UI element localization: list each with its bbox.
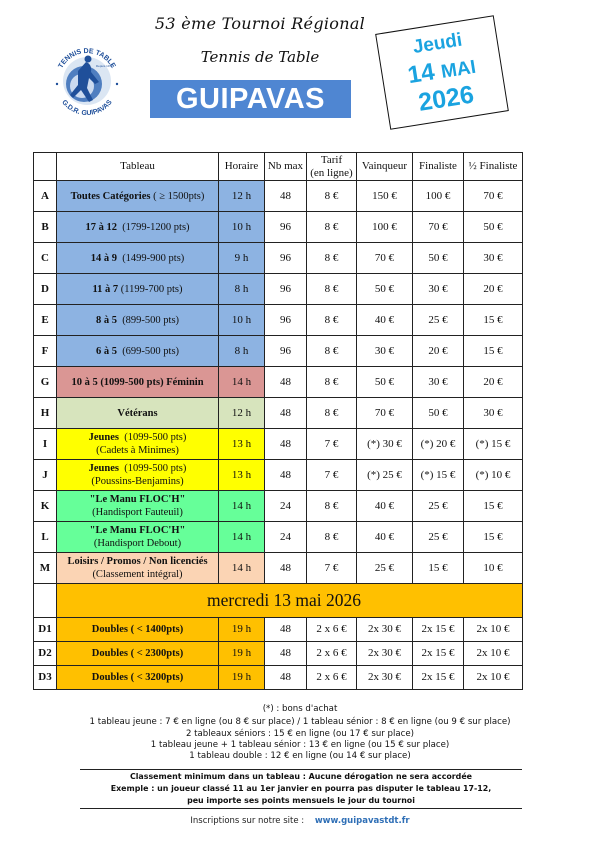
row-tarif: 8 € bbox=[307, 367, 357, 398]
row-tarif: 2 x 6 € bbox=[307, 666, 357, 690]
row-finaliste: 25 € bbox=[413, 305, 464, 336]
row-nbmax: 96 bbox=[265, 336, 307, 367]
row-demi-finaliste: 2x 10 € bbox=[464, 618, 523, 642]
tableau-name: "Le Manu FLOC'H" bbox=[89, 525, 186, 536]
row-nbmax: 24 bbox=[265, 491, 307, 522]
tableau-points: (1099-500 pts) bbox=[118, 432, 187, 443]
row-finaliste: 25 € bbox=[413, 522, 464, 553]
row-horaire: 14 h bbox=[219, 491, 265, 522]
price-note-2: 2 tableaux séniors : 15 € en ligne (ou 17 € sur place) bbox=[185, 728, 415, 739]
row-letter: B bbox=[34, 212, 57, 243]
row-letter: C bbox=[34, 243, 57, 274]
row-finaliste: 2x 15 € bbox=[413, 642, 464, 666]
row-tableau: Doubles ( < 3200pts) bbox=[57, 666, 219, 690]
tableau-subtitle: (Poussins-Benjamins) bbox=[91, 476, 184, 487]
row-demi-finaliste: (*) 15 € bbox=[464, 429, 523, 460]
date-month: MAI bbox=[439, 56, 478, 83]
row-finaliste: 2x 15 € bbox=[413, 666, 464, 690]
row-tableau bbox=[57, 336, 219, 367]
price-note-1: 1 tableau jeune : 7 € en ligne (ou 8 € sur place) / 1 tableau sénior : 8 € en ligne (ou 9 € sur place) bbox=[89, 717, 511, 728]
row-horaire: 13 h bbox=[219, 429, 265, 460]
row-letter: F bbox=[34, 336, 57, 367]
row-tableau bbox=[57, 181, 219, 212]
logo-text-small: Depuis 1971 bbox=[96, 64, 113, 68]
row-horaire: 8 h bbox=[219, 274, 265, 305]
row-horaire: 10 h bbox=[219, 212, 265, 243]
logo-text-top: TENNIS DE TABLE bbox=[57, 47, 117, 70]
table-row bbox=[34, 460, 523, 491]
row-letter: J bbox=[34, 460, 57, 491]
row-finaliste: 20 € bbox=[413, 336, 464, 367]
row-tarif: 8 € bbox=[307, 305, 357, 336]
tableau-name: 6 à 5 bbox=[95, 345, 117, 357]
row-nbmax: 48 bbox=[265, 429, 307, 460]
table-row bbox=[34, 398, 523, 429]
row-tarif: 8 € bbox=[307, 181, 357, 212]
row-letter: E bbox=[34, 305, 57, 336]
row-demi-finaliste: 30 € bbox=[464, 243, 523, 274]
row-nbmax: 48 bbox=[265, 642, 307, 666]
tableau-points: (1799-1200 pts) bbox=[116, 221, 190, 233]
row-tableau bbox=[57, 553, 219, 584]
row-vainqueur: 2x 30 € bbox=[357, 618, 413, 642]
row-letter: D3 bbox=[34, 666, 57, 690]
row-horaire: 13 h bbox=[219, 460, 265, 491]
doubles-row bbox=[34, 618, 523, 642]
rule-line-2: Exemple : un joueur classé 11 au 1er janvier en pourra pas disputer le tableau 17-12, bbox=[110, 784, 492, 793]
row-demi-finaliste: 2x 10 € bbox=[464, 642, 523, 666]
tableau-name: "Le Manu FLOC'H" bbox=[89, 494, 186, 505]
row-tableau bbox=[57, 429, 219, 460]
row-tableau: Doubles ( < 2300pts) bbox=[57, 642, 219, 666]
price-note-3: 1 tableau jeune + 1 tableau sénior : 13 € en ligne (ou 15 € sur place) bbox=[150, 739, 450, 750]
row-demi-finaliste: (*) 10 € bbox=[464, 460, 523, 491]
row-vainqueur: 25 € bbox=[357, 553, 413, 584]
row-finaliste: 50 € bbox=[413, 243, 464, 274]
row-tarif: 8 € bbox=[307, 243, 357, 274]
tableau-name: 14 à 9 bbox=[90, 252, 117, 264]
tableau-subtitle: (Handisport Fauteuil) bbox=[92, 507, 183, 518]
date-num: 14 bbox=[405, 58, 437, 90]
tableau-points: (1199-700 pts) bbox=[118, 283, 183, 295]
tableau-name: 8 à 5 bbox=[95, 314, 117, 326]
row-nbmax: 96 bbox=[265, 243, 307, 274]
row-nbmax: 96 bbox=[265, 274, 307, 305]
header-demi-finaliste: ½ Finaliste bbox=[464, 153, 523, 181]
tableau-points: (699-500 pts) bbox=[116, 345, 180, 357]
row-nbmax: 24 bbox=[265, 522, 307, 553]
row-nbmax: 48 bbox=[265, 553, 307, 584]
row-demi-finaliste: 10 € bbox=[464, 553, 523, 584]
row-vainqueur: 100 € bbox=[357, 212, 413, 243]
row-finaliste: 50 € bbox=[413, 398, 464, 429]
header-finaliste: Finaliste bbox=[413, 153, 464, 181]
tableau-name: Jeunes bbox=[88, 432, 119, 443]
row-tableau bbox=[57, 398, 219, 429]
row-tarif: 8 € bbox=[307, 212, 357, 243]
row-tarif: 7 € bbox=[307, 429, 357, 460]
row-vainqueur: (*) 30 € bbox=[357, 429, 413, 460]
row-tableau bbox=[57, 243, 219, 274]
tableau-name: Toutes Catégories bbox=[70, 190, 151, 202]
row-tableau bbox=[57, 491, 219, 522]
row-tarif: 7 € bbox=[307, 460, 357, 491]
row-nbmax: 48 bbox=[265, 666, 307, 690]
tableau-name: 17 à 12 bbox=[85, 221, 117, 233]
footer bbox=[0, 816, 600, 826]
table-row bbox=[34, 336, 523, 367]
row-demi-finaliste: 50 € bbox=[464, 212, 523, 243]
table-row bbox=[34, 243, 523, 274]
row-tarif: 2 x 6 € bbox=[307, 642, 357, 666]
row-finaliste: (*) 20 € bbox=[413, 429, 464, 460]
table-row bbox=[34, 553, 523, 584]
table-row bbox=[34, 429, 523, 460]
row-tableau bbox=[57, 522, 219, 553]
row-vainqueur: 40 € bbox=[357, 491, 413, 522]
row-vainqueur: 70 € bbox=[357, 398, 413, 429]
row-letter: D1 bbox=[34, 618, 57, 642]
row-letter: I bbox=[34, 429, 57, 460]
row-finaliste: 15 € bbox=[413, 553, 464, 584]
table-row bbox=[34, 212, 523, 243]
table-row bbox=[34, 522, 523, 553]
website-link[interactable]: www.guipavastdt.fr bbox=[314, 816, 410, 826]
table-row bbox=[34, 491, 523, 522]
table-header-row bbox=[34, 153, 523, 181]
row-demi-finaliste: 15 € bbox=[464, 491, 523, 522]
row-demi-finaliste: 15 € bbox=[464, 336, 523, 367]
row-tableau bbox=[57, 367, 219, 398]
tableau-name: Jeunes bbox=[88, 463, 119, 474]
sport-title: Tennis de Table bbox=[200, 48, 320, 66]
notes bbox=[0, 704, 600, 762]
row-horaire: 12 h bbox=[219, 181, 265, 212]
row-horaire: 14 h bbox=[219, 553, 265, 584]
row-nbmax: 48 bbox=[265, 460, 307, 491]
row-letter: A bbox=[34, 181, 57, 212]
row-demi-finaliste: 2x 10 € bbox=[464, 666, 523, 690]
rule-line-1: Classement minimum dans un tableau : Aucune dérogation ne sera accordée bbox=[129, 772, 473, 781]
row-letter: M bbox=[34, 553, 57, 584]
row-horaire: 19 h bbox=[219, 642, 265, 666]
tableau-name: Loisirs / Promos / Non licenciés bbox=[67, 556, 208, 567]
row-demi-finaliste: 20 € bbox=[464, 274, 523, 305]
row-tarif: 8 € bbox=[307, 336, 357, 367]
row-tableau bbox=[57, 305, 219, 336]
row-tarif: 2 x 6 € bbox=[307, 618, 357, 642]
row-tableau bbox=[57, 460, 219, 491]
row-demi-finaliste: 70 € bbox=[464, 181, 523, 212]
tableau-name: 10 à 5 (1099-500 pts) Féminin bbox=[71, 376, 204, 388]
doubles-row bbox=[34, 642, 523, 666]
table-row bbox=[34, 305, 523, 336]
row-demi-finaliste: 20 € bbox=[464, 367, 523, 398]
row-tableau bbox=[57, 212, 219, 243]
header-tableau: Tableau bbox=[57, 153, 219, 181]
date-year: 2026 bbox=[416, 80, 476, 117]
row-horaire: 14 h bbox=[219, 367, 265, 398]
date-row bbox=[34, 584, 523, 618]
row-tarif: 7 € bbox=[307, 553, 357, 584]
row-horaire: 14 h bbox=[219, 522, 265, 553]
tableau-points: (899-500 pts) bbox=[116, 314, 180, 326]
header-tarif-l2: (en ligne) bbox=[310, 166, 353, 179]
footer-label: Inscriptions sur notre site : bbox=[190, 816, 305, 826]
row-tarif: 8 € bbox=[307, 274, 357, 305]
row-horaire: 19 h bbox=[219, 666, 265, 690]
row-tableau: Doubles ( < 1400pts) bbox=[57, 618, 219, 642]
row-vainqueur: 2x 30 € bbox=[357, 642, 413, 666]
row-vainqueur: (*) 25 € bbox=[357, 460, 413, 491]
row-nbmax: 48 bbox=[265, 367, 307, 398]
row-vainqueur: 40 € bbox=[357, 305, 413, 336]
table-row bbox=[34, 367, 523, 398]
row-vainqueur: 50 € bbox=[357, 367, 413, 398]
row-vainqueur: 30 € bbox=[357, 336, 413, 367]
row-vainqueur: 50 € bbox=[357, 274, 413, 305]
row-finaliste: 100 € bbox=[413, 181, 464, 212]
header-letter bbox=[34, 153, 57, 181]
date-box bbox=[375, 15, 509, 130]
row-finaliste: 30 € bbox=[413, 274, 464, 305]
row-letter: H bbox=[34, 398, 57, 429]
tableau-points: (1499-900 pts) bbox=[116, 252, 185, 264]
row-horaire: 10 h bbox=[219, 305, 265, 336]
row-nbmax: 48 bbox=[265, 181, 307, 212]
tableau-name: 11 à 7 bbox=[92, 283, 119, 295]
tableau-name: Vétérans bbox=[117, 407, 158, 419]
row-demi-finaliste: 15 € bbox=[464, 305, 523, 336]
row-letter: G bbox=[34, 367, 57, 398]
row-nbmax: 48 bbox=[265, 618, 307, 642]
row-letter: D bbox=[34, 274, 57, 305]
tableau-subtitle: (Classement intégral) bbox=[92, 569, 183, 580]
row-horaire: 12 h bbox=[219, 398, 265, 429]
row-finaliste: 70 € bbox=[413, 212, 464, 243]
star-note: (*) : bons d'achat bbox=[262, 704, 338, 714]
row-tableau bbox=[57, 274, 219, 305]
row-demi-finaliste: 15 € bbox=[464, 522, 523, 553]
row-finaliste: 25 € bbox=[413, 491, 464, 522]
tournament-table bbox=[33, 152, 523, 690]
date-row-label: mercredi 13 mai 2026 bbox=[57, 584, 523, 618]
rule-line-3: peu importe ses points mensuels le jour du tournoi bbox=[187, 796, 415, 805]
logo-text-bottom: G.D.R. GUIPAVAS bbox=[60, 98, 114, 118]
club-logo bbox=[46, 40, 128, 122]
tableau-subtitle: (Cadets à Minimes) bbox=[96, 445, 179, 456]
row-horaire: 8 h bbox=[219, 336, 265, 367]
header-nbmax: Nb max bbox=[265, 153, 307, 181]
header-horaire: Horaire bbox=[219, 153, 265, 181]
row-nbmax: 96 bbox=[265, 305, 307, 336]
row-finaliste: 30 € bbox=[413, 367, 464, 398]
row-letter: K bbox=[34, 491, 57, 522]
date-day: Jeudi bbox=[411, 29, 464, 59]
date-row-empty bbox=[34, 584, 57, 618]
row-finaliste: (*) 15 € bbox=[413, 460, 464, 491]
row-horaire: 9 h bbox=[219, 243, 265, 274]
tournament-title: 53 ème Tournoi Régional bbox=[154, 14, 366, 33]
header-tarif bbox=[307, 153, 357, 181]
row-letter: L bbox=[34, 522, 57, 553]
tableau-subtitle: (Handisport Debout) bbox=[93, 538, 182, 549]
doubles-row bbox=[34, 666, 523, 690]
row-nbmax: 48 bbox=[265, 398, 307, 429]
table-row bbox=[34, 181, 523, 212]
row-vainqueur: 70 € bbox=[357, 243, 413, 274]
row-tarif: 8 € bbox=[307, 398, 357, 429]
table-row bbox=[34, 274, 523, 305]
header-tarif-l1: Tarif bbox=[320, 153, 343, 166]
row-letter: D2 bbox=[34, 642, 57, 666]
price-note-4: 1 tableau double : 12 € en ligne (ou 14 € sur place) bbox=[189, 751, 411, 762]
tableau-points: (1099-500 pts) bbox=[118, 463, 187, 474]
tableau-points: ( ≥ 1500pts) bbox=[150, 190, 205, 202]
row-demi-finaliste: 30 € bbox=[464, 398, 523, 429]
row-finaliste: 2x 15 € bbox=[413, 618, 464, 642]
row-nbmax: 96 bbox=[265, 212, 307, 243]
row-vainqueur: 40 € bbox=[357, 522, 413, 553]
header-vainqueur: Vainqueur bbox=[357, 153, 413, 181]
row-tarif: 8 € bbox=[307, 491, 357, 522]
city-banner: GUIPAVAS bbox=[150, 80, 351, 118]
row-horaire: 19 h bbox=[219, 618, 265, 642]
row-tarif: 8 € bbox=[307, 522, 357, 553]
row-vainqueur: 150 € bbox=[357, 181, 413, 212]
row-vainqueur: 2x 30 € bbox=[357, 666, 413, 690]
ranking-rule-box bbox=[80, 769, 522, 809]
